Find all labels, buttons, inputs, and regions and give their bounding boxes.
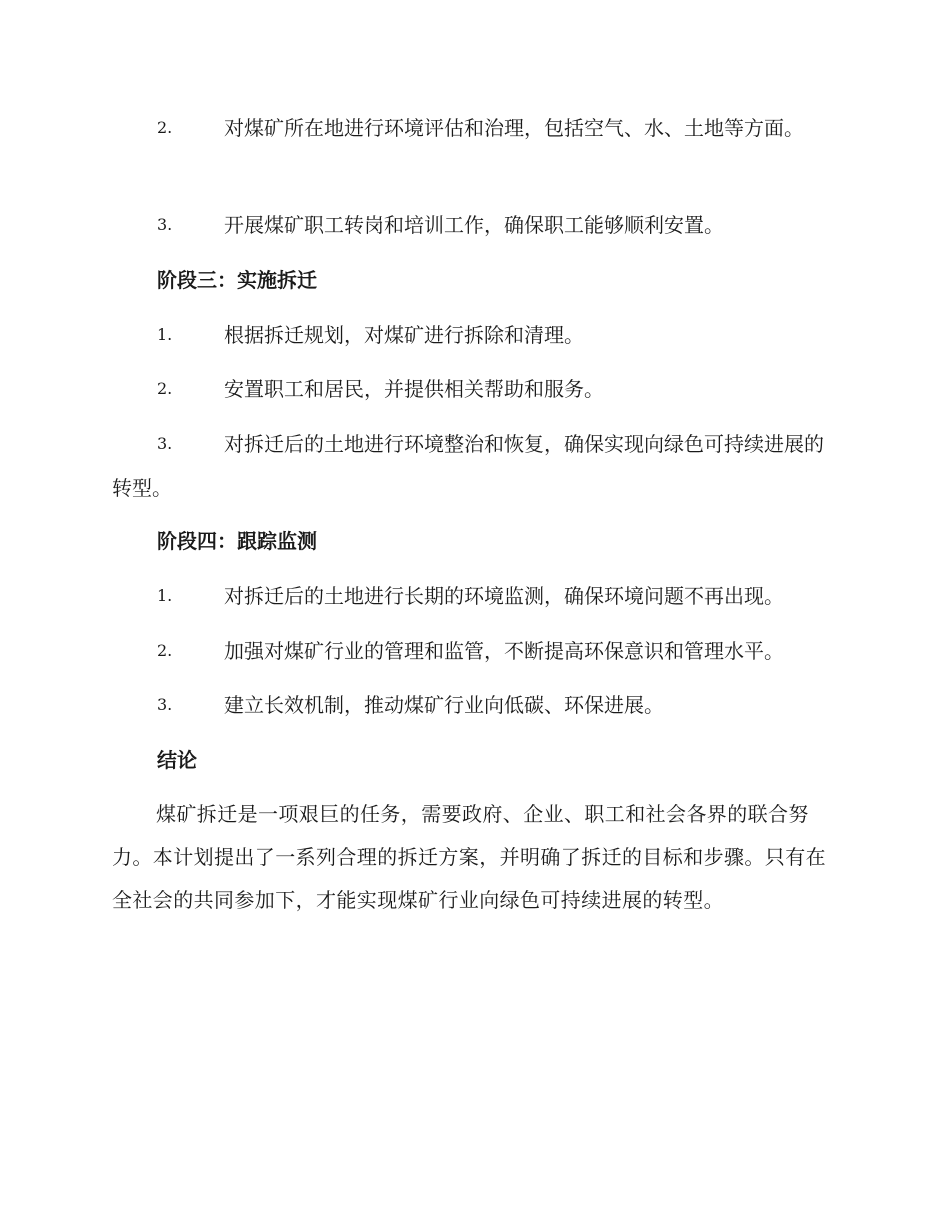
- list-text: 建立长效机制，推动煤矿行业向低碳、环保进展。: [224, 693, 664, 717]
- list-text: 对拆迁后的土地进行环境整治和恢复，确保实现向绿色可持续进展的转型。: [112, 432, 824, 500]
- list-number: 3.: [157, 695, 173, 714]
- list-text: 安置职工和居民，并提供相关帮助和服务。: [224, 377, 604, 401]
- list-text: 根据拆迁规划，对煤矿进行拆除和清理。: [224, 323, 584, 347]
- list-item: [112, 203, 834, 247]
- list-item: [112, 313, 834, 357]
- list-text: 开展煤矿职工转岗和培训工作，确保职工能够顺利安置。: [224, 213, 724, 237]
- section-heading-stage4: 阶段四：跟踪监测: [157, 529, 317, 553]
- conclusion-paragraph: 煤矿拆迁是一项艰巨的任务，需要政府、企业、职工和社会各界的联合努力。本计划提出了一系列合理的拆迁方案，并明确了拆迁的目标和步骤。只有在全社会的共同参加下，才能实现煤矿行业向绿色可持续进展的转型。: [112, 802, 826, 912]
- section-heading-conclusion: 结论: [157, 748, 197, 772]
- list-item: [112, 683, 834, 727]
- list-number: 3.: [157, 215, 173, 234]
- section-heading-stage3: 阶段三：实施拆迁: [157, 268, 317, 292]
- list-number: 3.: [157, 434, 173, 453]
- list-number: 2.: [157, 641, 173, 660]
- list-text: 对煤矿所在地进行环境评估和治理，包括空气、水、土地等方面。: [224, 116, 804, 140]
- list-text: 加强对煤矿行业的管理和监管，不断提高环保意识和管理水平。: [224, 639, 784, 663]
- list-item: [112, 367, 834, 411]
- list-number: 2.: [157, 379, 173, 398]
- list-number: 2.: [157, 118, 173, 137]
- list-item: [112, 422, 834, 510]
- list-text: 对拆迁后的土地进行长期的环境监测，确保环境问题不再出现。: [224, 584, 784, 608]
- list-item: [112, 106, 834, 150]
- list-item: [112, 574, 834, 618]
- list-number: 1.: [157, 325, 173, 344]
- list-number: 1.: [157, 586, 173, 605]
- list-item: [112, 629, 834, 673]
